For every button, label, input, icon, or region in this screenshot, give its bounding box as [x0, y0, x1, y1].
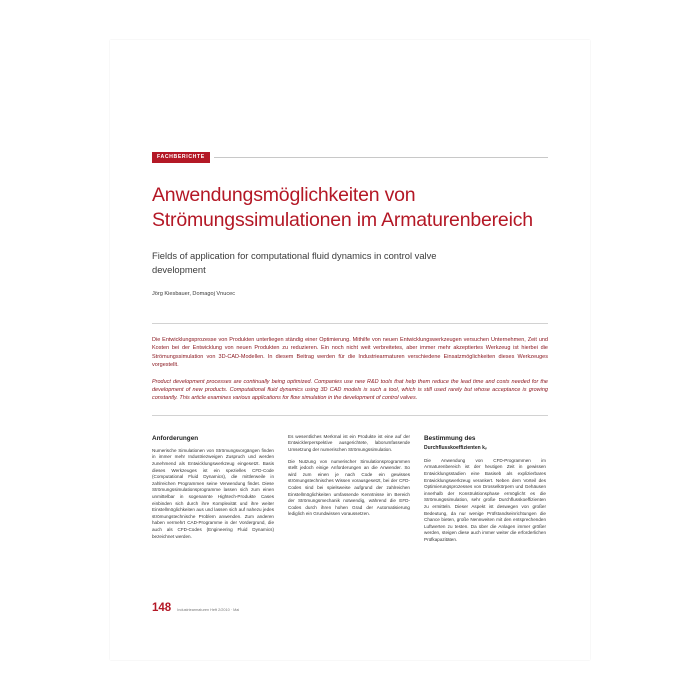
abstract-german: Die Entwicklungsprozesse von Produkten unterliegen ständig einer Optimierung. Mithilfe von neuen Entwicklungswerkzeugen versuchen Unternehmen, Zeit und Kosten bei der Entwicklung von neuen Produkten zu reduzieren. Ein noch nicht weit verbreitetes, aber immer mehr akzeptiertes Werkzeug ist hierbei die Strömungssimulation von 3D-CAD-Modellen. In diesem Beitrag werden für die Industriearmaturen verschiedene Einsatzmöglichkeiten dieses Werkzeuges vorgestellt. [152, 337, 548, 369]
footer-metadata: Industriearmaturen Heft 2/2010 · Mai [177, 608, 240, 612]
column-3-paragraph: Die Anwendung von CFD-Programmen im Armaturenbereich ist der heutigen Zeit in gewissen Entwicklungsstadien eine Basiseb als explizierbares Entwicklungswerkzeug verankert. Neben dem Vorteil des Optimierungsprozesses von Drosselkörpern und Gehäusen innerhalb der Konstruktionsphase ermöglicht es die Strömungssimulation, sehr große Durchflusskoeffizienten zu ermitteln. Dieser Aspekt ist deswegen von großer Bedeutung, da nur wenige Prüfstandseinrichtungen die Chance bieten, große Nennweiten mit den entsprechenden Luftwerten zu testen. Da über die Anlagen immer größer werden, steigen diese auch immer weiter die erforderlichen Prüfkapazitäten. [424, 457, 546, 542]
column-3 [424, 434, 546, 544]
page-title: Anwendungsmöglichkeiten von Strömungssimulationen im Armaturenbereich [152, 184, 533, 231]
page-footer [152, 603, 239, 614]
column-3-heading-line2: Durchflusskoeffizienten kᵥ [424, 444, 487, 451]
column-1 [152, 434, 274, 544]
author-list: Jörg Kiesbauer, Domagoj Vnucec [152, 291, 236, 297]
page-content [152, 152, 548, 544]
page-subtitle: Fields of application for computational fluid dynamics in control valve development [152, 250, 437, 275]
abstract-english: Product development processes are continually being optimized. Companies use new R&D tools that help them reduce the lead time and costs needed for the development of new products. Computational fluid dynamics using 3D CAD models is such a tool, which is still used rarely but whose acceptance is growing constantly. This article examines various applications for flow simulation in the development of control valves. [152, 378, 548, 402]
kicker-divider [214, 157, 548, 158]
column-1-heading: Anforderungen [152, 434, 199, 442]
column-3-heading-line1: Bestimmung des [424, 434, 476, 442]
kicker-row [152, 152, 548, 163]
column-3-heading [424, 434, 546, 453]
column-2-paragraph-2: Die Nutzung von numerischer Simulationsprogrammen stellt jedoch einige Anforderungen an die Anwender. So wird zum einen je nach Code ein gewisses strömungstechnisches Wissen vorausgesetzt, bei der CFD-Codes sind bei spielsweise aufgrund der zahlreichen Einstellmöglichkeiten umfassende Kenntnisse im Bereich der Strömungsmechanik notwendig, während die EFD-Codes durch ihren hohen Grad der Automatisierung lediglich ein Grundwissen voraussetzen. [288, 458, 410, 517]
section-kicker: FACHBERICHTE [152, 152, 210, 163]
column-2-paragraph-1: Es wesentliches Merkmal ist ein Produkte ist eine auf der Entwicklerperspektive ausgerichtete, laborumfassende Umsetzung der numerischen Strömungssimulation. [288, 433, 410, 453]
column-2 [288, 434, 410, 544]
body-columns [152, 434, 548, 544]
column-1-paragraph: Numerische Simulationen von Strömungsvorgängen finden in immer mehr Industriezweigen Zuspruch und werden zunehmend als Entwicklungswerkzeug eingesetzt. Basis dieses Werkzeuges ist ein spezielles CFD-Code (Computational Fluid Dynamics), die mittlerweile in zahlreichen Programmen seine Verwendung findet. Diese Strömungssimulationsprogramme lassen sich zum einen unmittelbar in sogenannte Hightech-Produkte Cases einbinden sich durch ihre Komplexität und ihre weiter Einstellmöglichkeiten aus und lassen sich auf nahezu jedes strömungstechnische Problem anwenden. Zum anderen haben vermehrt CAD-Programme in der Vordergrund, die auch als CFD-Codes (Engineering Fluid Dynamics) bezeichnet werden. [152, 447, 274, 539]
page-number: 148 [152, 602, 172, 614]
document-page [110, 40, 590, 660]
abstract-block [152, 323, 548, 416]
